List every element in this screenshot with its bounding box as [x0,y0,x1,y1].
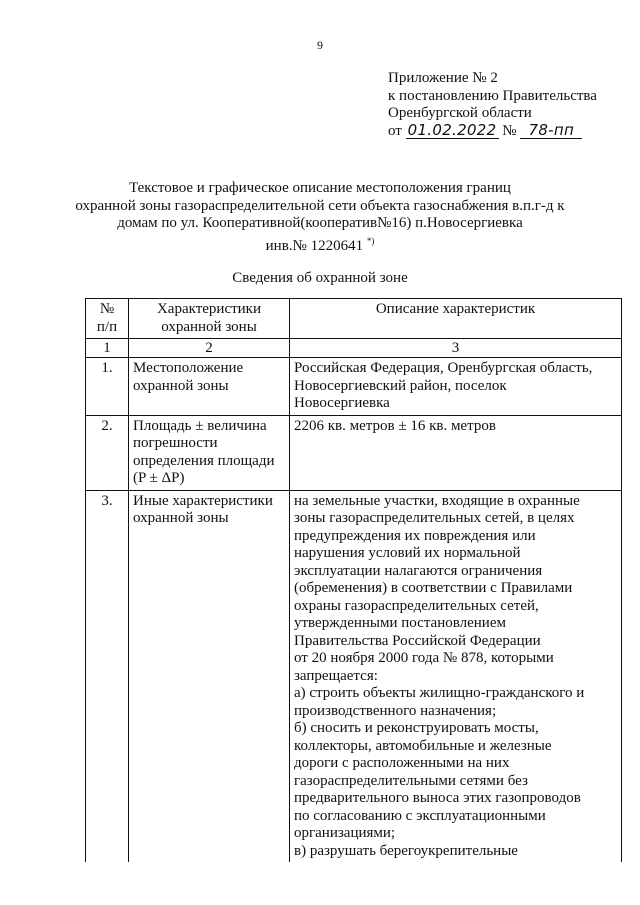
handwritten-number: 78-пп [520,123,582,139]
appendix-line-region: Оренбургской области [388,105,532,121]
description-line: Российская Федерация, Оренбургская область, [294,360,593,376]
section-subtitle: Сведения об охранной зоне [232,270,408,286]
description-line: а) строить объекты жилищно-гражданского и [294,685,585,701]
header-number-line-2: п/п [96,318,118,335]
table-row [86,490,622,862]
header-characteristics-line-2: охранной зоны [161,318,257,335]
protection-zone-table [85,298,622,862]
page-number: 9 [317,38,323,52]
characteristic-line: Местоположение [133,360,244,376]
header-number-line-1: № [99,301,115,317]
characteristic-line: охранной зоны [133,377,229,394]
row-description [290,415,622,490]
description-line: в) разрушать берегоукрепительные [294,842,518,859]
description-line: эксплуатации налагаются ограничения [294,562,543,579]
characteristic-line: Иные характеристики [133,492,273,509]
characteristic-line: Площадь ± величина [133,417,267,434]
header-characteristics [129,299,290,339]
inventory-number: инв.№ 1220641 [265,237,364,254]
column-number-row [86,339,622,358]
description-line: коллекторы, автомобильные и железные [294,737,552,754]
title-line-1: Текстовое и графическое описание местоположения границ [129,180,511,196]
header-number [86,299,129,339]
table-row [86,415,622,490]
description-line: Новосергиевский район, поселок [294,377,507,394]
header-characteristics-line-1: Характеристики [156,301,262,317]
appendix-title: Приложение № 2 [388,70,498,86]
description-line: 2206 кв. метров ± 16 кв. метров [294,417,496,434]
table-header-row [86,299,622,339]
footnote-mark: *) [366,235,375,246]
from-label: от [388,122,402,139]
description-line: производственного назначения; [294,702,497,719]
description-line: (обременения) в соответствии с Правилами [294,580,573,596]
document-title [0,180,640,255]
description-line: охраны газораспределительных сетей, [294,597,539,614]
description-line: от 20 ноября 2000 года № 878, которыми [294,650,554,666]
row-description [290,490,622,862]
characteristic-line: определения площади [133,452,275,469]
description-line: нарушения условий их нормальной [294,545,521,561]
row-number: 1. [86,358,129,416]
description-line: предупреждения их повреждения или [294,527,536,544]
row-characteristic [129,358,290,416]
table-row [86,358,622,416]
description-line: на земельные участки, входящие в охранные [294,492,580,509]
description-line: дороги с расположенными на них [294,755,510,771]
description-line: утвержденными постановлением [294,615,506,631]
number-label: № [502,122,517,139]
description-line: Новосергиевка [294,395,390,411]
handwritten-date: 01.02.2022 [407,120,497,139]
appendix-block [388,70,597,140]
row-description [290,358,622,416]
title-line-4 [0,233,640,256]
row-number: 3. [86,490,129,862]
description-line: зоны газораспределительных сетей, в целях [294,510,575,526]
characteristic-line: (P ± ΔP) [133,470,185,486]
description-line: запрещается: [294,667,378,684]
header-description: Описание характеристик [290,299,622,339]
column-number: 2 [129,339,290,358]
description-line: б) сносить и реконструировать мосты, [294,720,539,736]
description-line: организациями; [294,825,396,841]
description-line: Правительства Российской Федерации [294,632,541,649]
row-number: 2. [86,415,129,490]
description-line: по согласованию с эксплуатационными [294,807,546,824]
characteristic-line: охранной зоны [133,510,229,526]
row-characteristic [129,490,290,862]
appendix-line-decree: к постановлению Правительства [388,87,597,104]
description-line: предварительного выноса этих газопроводов [294,790,581,806]
column-number: 1 [86,339,129,358]
title-line-3: домам по ул. Кооперативной(кооператив№16) п.Новосергиевка [117,215,523,231]
column-number: 3 [290,339,622,358]
description-line: газораспределительными сетями без [294,772,528,789]
appendix-date-line [388,120,597,141]
row-characteristic [129,415,290,490]
title-line-2: охранной зоны газораспределительной сети объекта газоснабжения в.п.г-д к [75,197,565,214]
characteristic-line: погрешности [133,435,218,451]
